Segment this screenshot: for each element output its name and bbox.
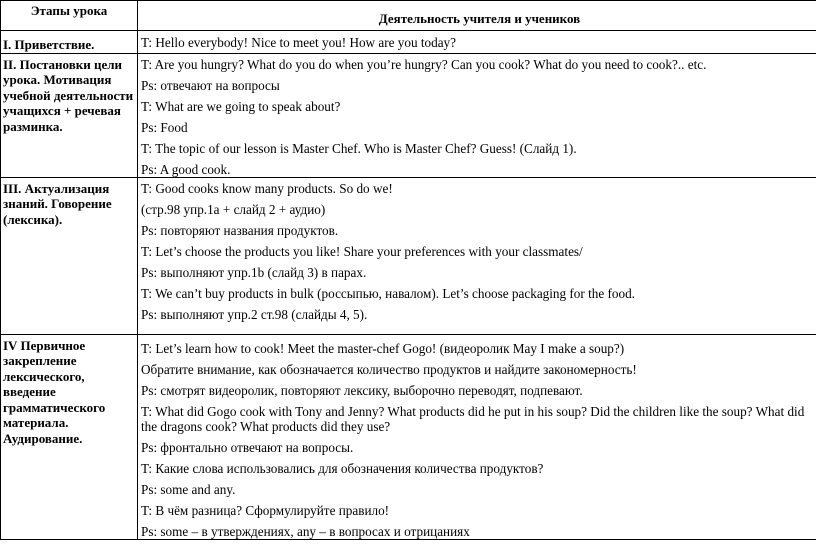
header-stages-cell: [1, 1, 138, 31]
stage-cell: [1, 334, 138, 539]
activity-line: Ps: фронтально отвечают на вопросы.: [141, 439, 354, 455]
activity-line: T: В чём разница? Сформулируйте правило!: [141, 502, 390, 518]
activity-cell: [138, 334, 816, 539]
header-activity: Деятельность учителя и учеников: [378, 11, 581, 26]
activity-cell: [138, 31, 816, 54]
activity-line: T: Hello everybody! Nice to meet you! How are you today?: [141, 35, 457, 50]
header-row: [1, 1, 816, 31]
stage-label: III. Актуализация знаний. Говорение (лексика).: [3, 180, 112, 227]
activity-line: Ps: Food: [141, 119, 188, 135]
stage-label: IV Первичное закрепление лексического, введение грамматического материала. Аудирование.: [3, 337, 106, 446]
activity-cell: [138, 53, 816, 177]
activity-line: Ps: some and any.: [141, 481, 236, 497]
activity-line: T: What did Gogo cook with Tony and Jenny? What products did he put in his soup? Did the children like the soup? What did the dragons cook? What products did they use?: [141, 403, 805, 434]
activity-cell: [138, 177, 816, 334]
activity-line: Ps: отвечают на вопросы: [141, 77, 280, 93]
activity-line: T: Are you hungry? What do you do when you’re hungry? Can you cook? What do you need to cook?.. etc.: [141, 56, 707, 72]
activity-line: T: What are we going to speak about?: [141, 98, 341, 114]
stage-label: II. Постановки цели урока. Мотивация учебной деятельности учащихся + речевая разминка.: [3, 56, 134, 134]
table-row: [1, 334, 816, 539]
activity-line: Ps: выполняют упр.1b (слайд 3) в парах.: [141, 264, 367, 280]
table-row: [1, 53, 816, 177]
table-row: [1, 177, 816, 334]
header-stages: Этапы урока: [30, 3, 108, 18]
activity-line: (стр.98 упр.1a + слайд 2 + аудио): [141, 201, 326, 217]
activity-line: T: We can’t buy products in bulk (россыпью, навалом). Let’s choose packaging for the food.: [141, 285, 635, 301]
stage-cell: [1, 177, 138, 334]
activity-line: Ps: выполняют упр.2 ст.98 (слайды 4, 5).: [141, 306, 368, 322]
activity-line: Ps: some – в утверждениях, any – в вопросах и отрицаниях: [141, 523, 470, 539]
activity-line: Обратите внимание, как обозначается количество продуктов и найдите закономерность!: [141, 361, 637, 377]
activity-line: Ps: повторяют названия продуктов.: [141, 222, 339, 238]
header-activity-cell: [138, 1, 816, 31]
activity-line: T: Let’s learn how to cook! Meet the master-chef Gogo! (видеоролик May I make a soup?): [141, 340, 625, 356]
activity-line: T: The topic of our lesson is Master Chef. Who is Master Chef? Guess! (Слайд 1).: [141, 140, 577, 156]
activity-line: T: Какие слова использовались для обозначения количества продуктов?: [141, 460, 544, 476]
stage-cell: [1, 53, 138, 177]
activity-line: Ps: A good cook.: [141, 161, 231, 177]
activity-line: Ps: смотрят видеоролик, повторяют лексику, выборочно переводят, подпевают.: [141, 382, 583, 398]
table-row: [1, 31, 816, 54]
activity-line: T: Good cooks know many products. So do we!: [141, 180, 393, 196]
stage-cell: [1, 31, 138, 54]
activity-line: T: Let’s choose the products you like! Share your preferences with your classmates/: [141, 243, 583, 259]
stage-label: I. Приветствие.: [3, 37, 95, 52]
